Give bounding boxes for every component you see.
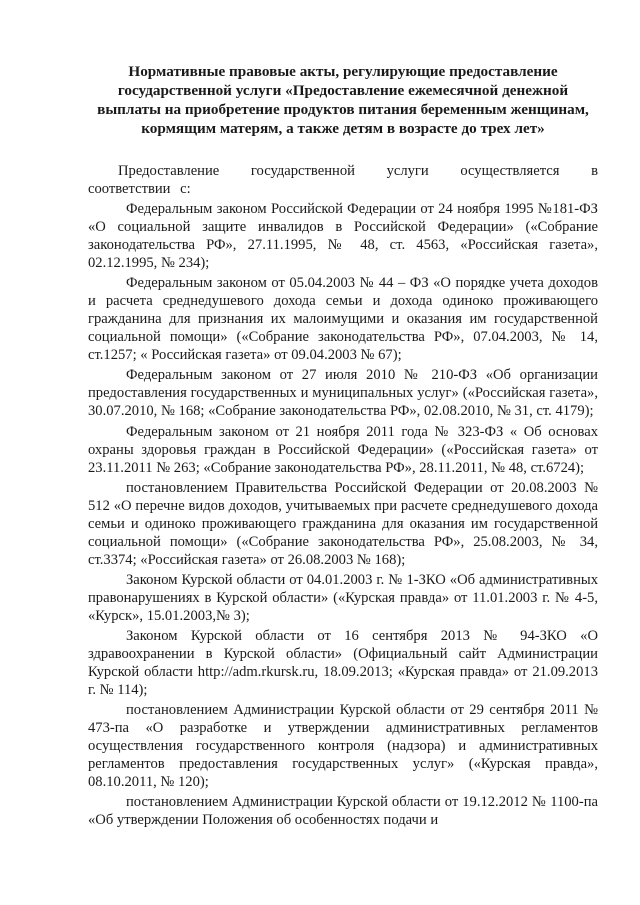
document-body	[88, 163, 598, 833]
document-title: Нормативные правовые акты, регулирующие предоставление государственной услуги «Предоставление ежемесячной денежной выплаты на приобретение продуктов питания беременным женщинам, кормящим матерям, а также детям в возрасте до трех лет»	[97, 63, 589, 137]
paragraph-kursk-law-94-zko: Законом Курской области от 16 сентября 2013 № 94-ЗКО «О здравоохранении в Курской области» (Официальный сайт Администрации Курской области http://adm.rkursk.ru, 18.09.2013; «Курская правда» от 21.09.2013 г. № 114);	[88, 628, 598, 698]
paragraph-intro: Предоставление государственной услуги осуществляется в соответствии с:	[88, 163, 598, 197]
paragraph-federal-law-181: Федеральным законом Российской Федерации от 24 ноября 1995 №181-ФЗ «О социальной защите инвалидов в Российской Федерации» («Собрание законодательства РФ», 27.11.1995, № 48, ст. 4563, «Российская газета», 02.12.1995, № 234);	[88, 201, 598, 272]
paragraph-federal-law-44: Федеральным законом от 05.04.2003 № 44 – ФЗ «О порядке учета доходов и расчета среднедушевого дохода семьи и дохода одиноко проживающего гражданина для признания их малоимущими и оказания им государственной социальной помощи» («Собрание законодательства РФ», 07.04.2003, № 14, ст.1257; « Российская газета» от 09.04.2003 № 67);	[88, 275, 598, 364]
paragraph-resolution-1100-pa: постановлением Администрации Курской области от 19.12.2012 № 1100-па «Об утверждении Положения об особенностях подачи и	[88, 794, 598, 829]
paragraph-resolution-473-pa: постановлением Администрации Курской области от 29 сентября 2011 № 473-па «О разработке и утверждении административных регламентов осуществления государственного контроля (надзора) и административных регламентов предоставления государственных услуг» («Курская правда», 08.10.2011, № 120);	[88, 702, 598, 790]
paragraph-federal-law-210: Федеральным законом от 27 июля 2010 № 210-ФЗ «Об организации предоставления государственных и муниципальных услуг» («Российская газета», 30.07.2010, № 168; «Собрание законодательства РФ», 02.08.2010, № 31, ст. 4179);	[88, 367, 598, 420]
paragraph-government-resolution-512: постановлением Правительства Российской Федерации от 20.08.2003 № 512 «О перечне видов доходов, учитываемых при расчете среднедушевого дохода семьи и одиноко проживающего гражданина для оказания им государственной социальной помощи» («Собрание законодательства РФ», 25.08.2003, № 34, ст.3374; «Российская газета» от 26.08.2003 № 168);	[88, 479, 598, 568]
paragraph-kursk-law-1-zko: Законом Курской области от 04.01.2003 г. № 1-ЗКО «Об административных правонарушениях в Курской области» («Курская правда» от 11.01.2003 г. № 4-5, «Курск», 15.01.2003,№ 3);	[88, 571, 598, 624]
paragraph-federal-law-323: Федеральным законом от 21 ноября 2011 года № 323-ФЗ « Об основах охраны здоровья граждан в Российской Федерации» («Российская газета» от 23.11.2011 № 263; «Собрание законодательства РФ», 28.11.2011, № 48, ст.6724);	[88, 423, 598, 476]
